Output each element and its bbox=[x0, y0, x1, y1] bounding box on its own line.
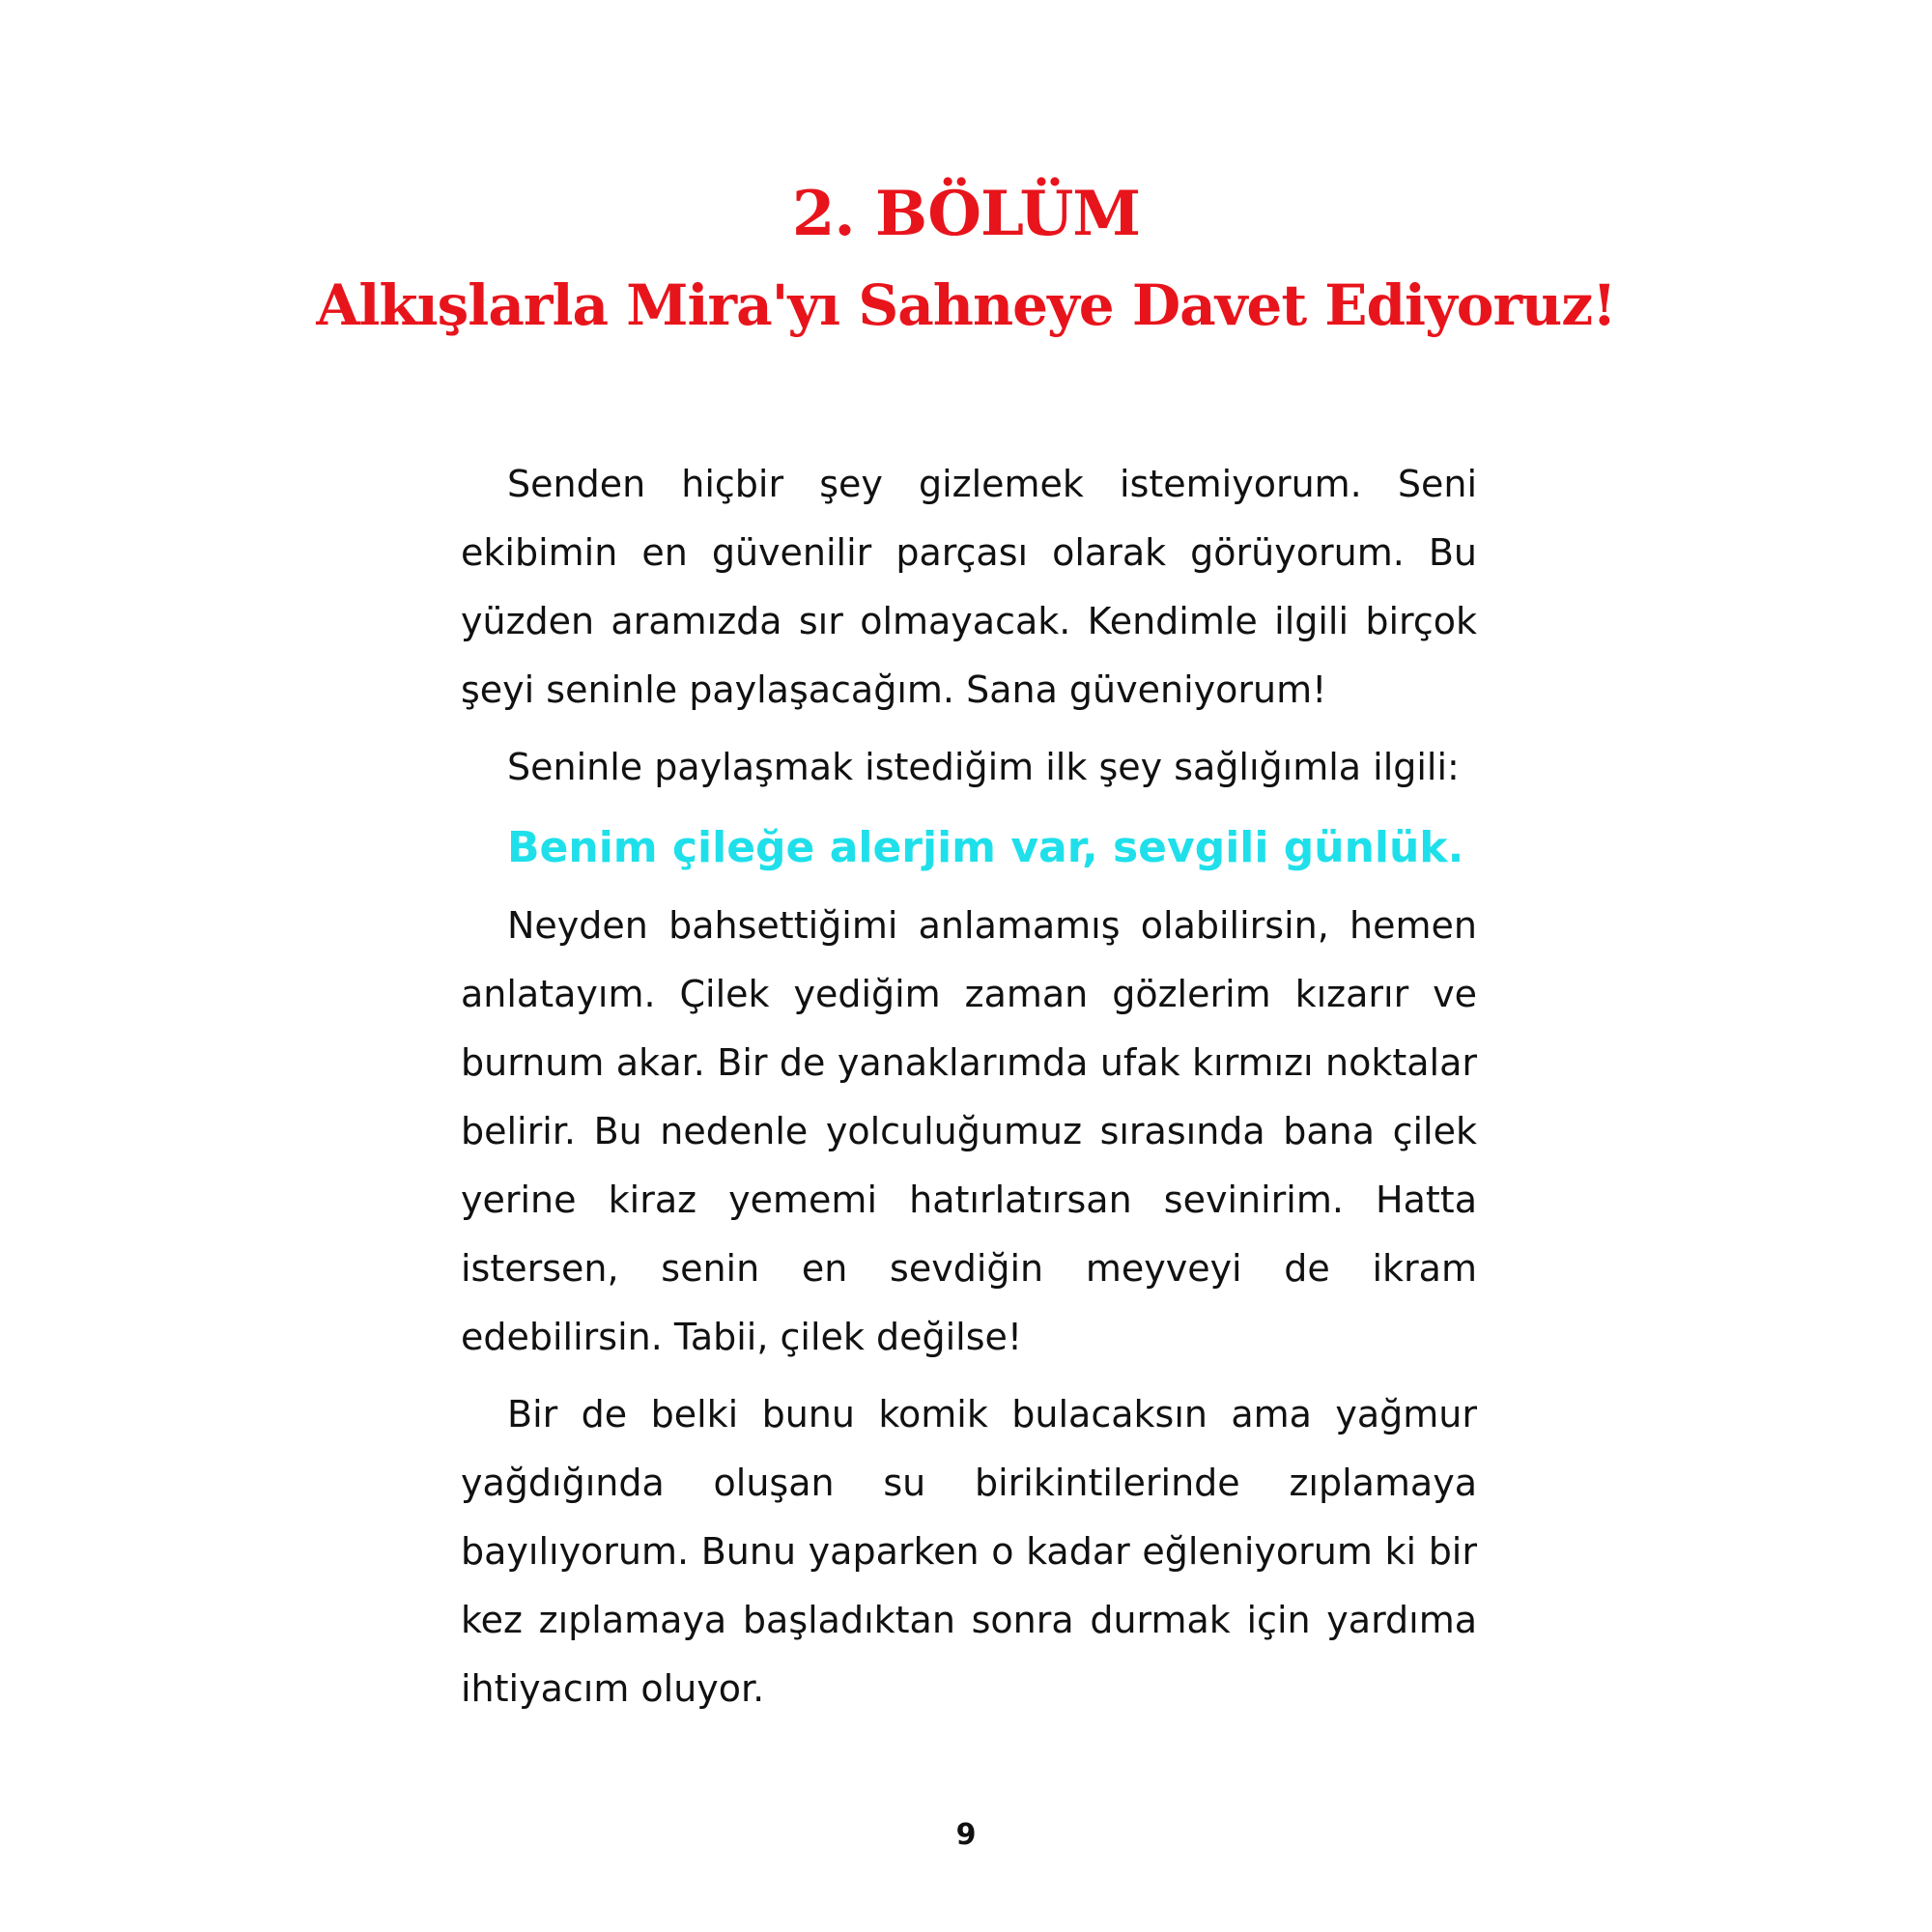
paragraph-1: Senden hiçbir şey gizlemek istemiyorum. Seni ekibimin en güvenilir parçası olarak görüyorum. Bu yüzden aramızda sır olmayacak. Kendimle ilgili birçok şeyi seninle paylaşacağım. Sana güveniyorum! bbox=[461, 463, 1477, 711]
paragraph-3: Neyden bahsettiğimi anlamamış olabilirsin, hemen anlatayım. Çilek yediğim zaman gözlerim kızarır ve burnum akar. Bir de yanaklarımda ufak kırmızı noktalar belirir. Bu nedenle yolculuğumuz sırasında bana çilek yerine kiraz yememi hatırlatırsan sevinirim. Hatta istersen, senin en sevdiğin meyveyi de ikram edebilirsin. Tabii, çilek değilse! bbox=[461, 904, 1477, 1358]
paragraph-2: Seninle paylaşmak istediğim ilk şey sağlığımla ilgili: bbox=[507, 746, 1460, 788]
chapter-title: Alkışlarla Mira'yı Sahneye Davet Ediyoruz! bbox=[316, 272, 1616, 338]
paragraph-4: Bir de belki bunu komik bulacaksın ama yağmur yağdığında oluşan su birikintilerinde zıplamaya bayılıyorum. Bunu yaparken o kadar eğleniyorum ki bir kez zıplamaya başladıktan sonra durmak için yardıma ihtiyacım oluyor. bbox=[461, 1393, 1477, 1710]
page-number: 9 bbox=[955, 1818, 977, 1852]
body-text bbox=[461, 450, 1477, 1732]
chapter-number: 2. BÖLÜM bbox=[791, 178, 1141, 250]
highlight-sentence: Benim çileğe alerjim var, sevgili günlük. bbox=[507, 823, 1464, 872]
